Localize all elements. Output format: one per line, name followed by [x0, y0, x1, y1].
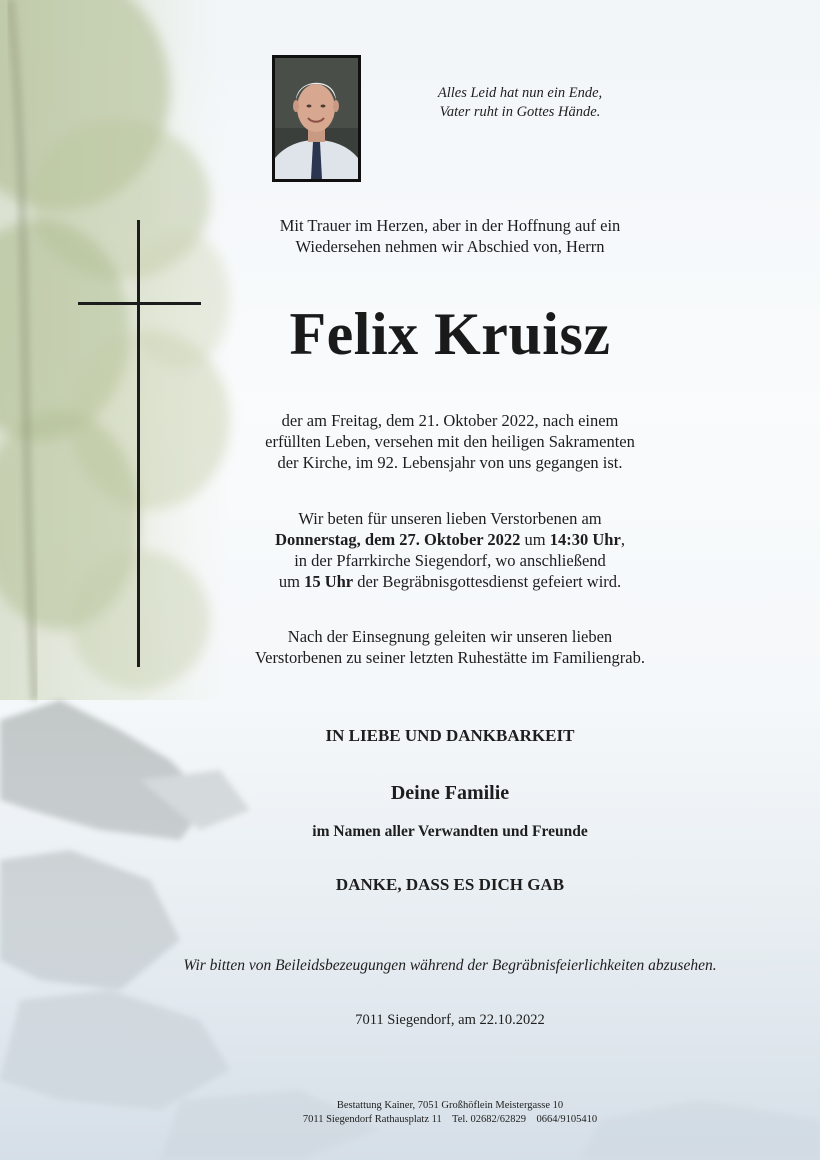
intro-line-2: Wiedersehen nehmen wir Abschied von, Herrn [295, 237, 605, 256]
motto-line-1: Alles Leid hat nun ein Ende, [437, 85, 603, 101]
place-date: 7011 Siegendorf, am 22.10.2022 [355, 1012, 545, 1028]
prayer-line-4-end: der Begräbnisgottesdienst gefeiert wird. [353, 572, 622, 591]
relatives-line: im Namen aller Verwandten und Freunde [312, 823, 588, 840]
intro-line-1: Mit Trauer im Herzen, aber in der Hoffnung auf ein [279, 216, 621, 235]
prayer-line-2 [230, 529, 670, 550]
motto-line-2: Vater ruht in Gottes Hände. [439, 104, 601, 120]
prayer-line-1: Wir beten für unseren lieben Verstorbenen am [298, 509, 602, 528]
condolence-request: Wir bitten von Beileidsbezeugungen während der Begräbnisfeierlichkeiten abzusehen. [183, 957, 717, 974]
love-heading: IN LIEBE UND DANKBARKEIT [325, 726, 575, 745]
burial-notice [230, 626, 670, 668]
footer-line-2: 7011 Siegendorf Rathausplatz 11 Tel. 02682/62829 0664/9105410 [302, 1114, 598, 1125]
prayer-line-4 [230, 571, 670, 592]
deceased-name: Felix Kruisz [289, 301, 611, 367]
prayer-time-comma: , [620, 530, 625, 549]
motto-verse [400, 84, 640, 122]
death-notice-line-2: erfüllten Leben, versehen mit den heiligen Sakramenten [265, 432, 635, 451]
burial-line-1: Nach der Einsegnung geleiten wir unseren lieben [287, 627, 613, 646]
family-signature: Deine Familie [390, 782, 510, 804]
intro-text [230, 215, 670, 257]
funeral-home-footer [230, 1099, 670, 1127]
footer-line-1: Bestattung Kainer, 7051 Großhöflein Meistergasse 10 [336, 1100, 564, 1111]
prayer-line-4-start: um [278, 572, 305, 591]
death-notice [230, 410, 670, 473]
prayer-time: 14:30 Uhr [549, 530, 621, 549]
cross-icon [137, 220, 140, 667]
prayer-notice [230, 508, 670, 592]
cross-bar-icon [78, 302, 201, 305]
prayer-line-3: in der Pfarrkirche Siegendorf, wo anschließend [294, 551, 606, 570]
death-notice-line-1: der am Freitag, dem 21. Oktober 2022, nach einem [281, 411, 619, 430]
prayer-date: Donnerstag, dem 27. Oktober 2022 [275, 530, 521, 549]
burial-line-2: Verstorbenen zu seiner letzten Ruhestätte im Familiengrab. [255, 648, 645, 667]
thanks-heading: DANKE, DASS ES DICH GAB [335, 875, 565, 894]
prayer-date-connector: um [520, 530, 550, 549]
mass-time: 15 Uhr [304, 572, 354, 591]
portrait-photo [272, 55, 361, 182]
death-notice-line-3: der Kirche, im 92. Lebensjahr von uns gegangen ist. [277, 453, 623, 472]
portrait-man-icon [275, 58, 358, 179]
